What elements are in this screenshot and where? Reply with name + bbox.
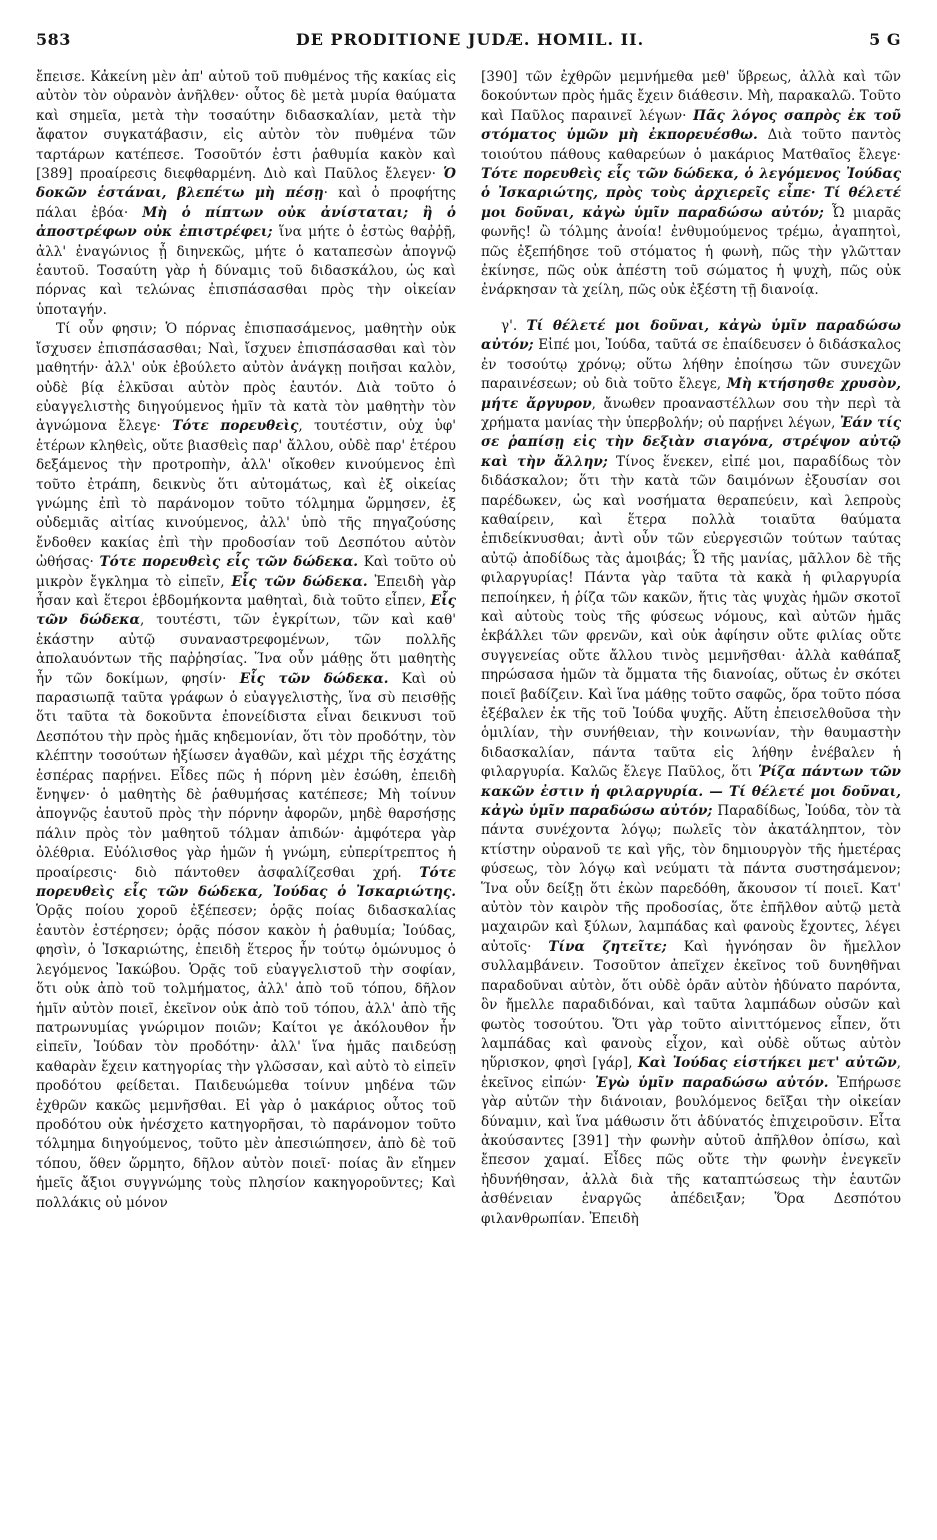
paragraph: ἔπεισε. Κἀκείνη μὲν ἀπ' αὐτοῦ τοῦ πυθμένος τῆς κακίας εἰς αὐτὸν τὸν οὐρανὸν ἀνῆλθεν· οὗτος δὲ μετὰ μυρία θαύματα καὶ σημεῖα, μετὰ τὴν τοσαύτην διδασκαλίαν, μετὰ τὴν ἄφατον συγκατάβασιν, εἰς αὐτὸν τὸν πυθμένα τῶν ταρτάρων κατέπεσε. Τοσοῦτόν ἐστι ῥαθυμία κακὸν καὶ [389] προαίρεσις διεφθαρμένη. Διὸ καὶ Παῦλος ἔλεγεν· Ὁ δοκῶν ἑστάναι, βλεπέτω μὴ πέσῃ· καὶ ὁ προφήτης πάλαι ἐβόα· Μὴ ὁ πίπτων οὐκ ἀνίσταται; ἢ ὁ ἀποστρέφων οὐκ ἐπιστρέφει; ἵνα μήτε ὁ ἑστὼς θαῤῥῇ, ἀλλ' ἐναγώνιος ᾖ διηνεκῶς, μήτε ὁ καταπεσὼν ἀπογνῷ ἑαυτοῦ. Τοσαύτη γὰρ ἡ δύναμις τοῦ διδασκάλου, ὡς καὶ πόρνας καὶ τελώνας ἐπισπάσασθαι πρὸς τὴν οἰκείαν ὑποταγήν.	[36, 69, 456, 318]
left-column	[36, 68, 456, 1229]
page-number-right: 5 G	[869, 30, 901, 49]
paragraph: γ'. Τί θέλετέ μοι δοῦναι, κἀγὼ ὑμῖν παραδώσω αὐτόν; Εἰπέ μοι, Ἰούδα, ταῦτά σε ἐπαίδευσεν ὁ διδάσκαλος ἐν τοσούτῳ χρόνῳ; οὕτω λήθην ἐποίησω τῶν συνεχῶν παραινέσεων; οὐ διὰ τοῦτο ἔλεγε, Μὴ κτήσησθε χρυσὸν, μήτε ἄργυρον, ἄνωθεν προαναστέλλων σου τὴν περὶ τὰ χρήματα μανίας τὴν ὑπερβολήν; οὐ παρῄνει λέγων, Ἐάν τίς σε ῥαπίσῃ εἰς τὴν δεξιὰν σιαγόνα, στρέψον αὐτῷ καὶ τὴν ἄλλην; Τίνος ἕνεκεν, εἰπέ μοι, παραδίδως τὸν διδάσκαλον; ὅτι τὴν κατὰ τῶν δαιμόνων ἐξουσίαν σοι παρέδωκεν, ὡς καὶ νοσήματα θεραπεύειν, καὶ λεπροὺς καθαίρειν, καὶ ἕτερα πολλὰ τοιαῦτα θαύματα ἐπιδείκνυσθαι; ἀντὶ οὖν τῶν εὐεργεσιῶν τούτων ταύτας αὐτῷ ἀποδίδως τὰς ἀμοιβάς; Ὦ τῆς μανίας, μᾶλλον δὲ τῆς φιλαργυρίας! Πάντα γὰρ ταῦτα τὰ κακὰ ἡ φιλαργυρία πεποίηκεν, ἡ ῥίζα τῶν κακῶν, ἥτις τὰς ψυχὰς ἡμῶν σκοτοῖ καὶ αὐτοὺς τοὺς τῆς φύσεως νόμους, καὶ αὐτῶν ἡμᾶς ἐκβάλλει τῶν φρενῶν, καὶ οὐκ ἀφίησιν οὔτε φιλίας οὔτε συγγενείας οὔτε ἄλλου τινὸς μεμνῆσθαι· ἀλλὰ καθάπαξ πηρώσασα ἡμῶν τὰ ὄμματα τῆς διανοίας, οὕτως ἐν σκότει ποιεῖ βαδίζειν. Καὶ ἵνα μάθῃς τοῦτο σαφῶς, ὅρα τοῦτο πόσα ἐξέβαλεν ἐκ τῆς τοῦ Ἰούδα ψυχῆς. Αὕτη ἐπεισελθοῦσα τὴν ὁμιλίαν, τὴν συνήθειαν, τὴν κοινωνίαν, τὴν θαυμαστὴν διδασκαλίαν, πάντα ταῦτα εἰς λήθην ἐνέβαλεν ἡ φιλαργυρία. Καλῶς ἔλεγε Παῦλος, ὅτι Ῥίζα πάντων τῶν κακῶν ἐστιν ἡ φιλαργυρία. — Τί θέλετέ μοι δοῦναι, κἀγὼ ὑμῖν παραδώσω αὐτόν; Παραδίδως, Ἰούδα, τὸν τὰ πάντα συνέχοντα λόγῳ; πωλεῖς τὸν ἀκατάληπτον, τὸν κτίστην οὐρανοῦ τε καὶ γῆς, τὸν δημιουργὸν τῆς ἡμετέρας φύσεως, τὸν λόγῳ καὶ νεύματι τὰ πάντα συστησάμενον; Ἵνα οὖν δείξῃ ὅτι ἑκὼν παρεδόθη, ἄκουσον τί ποιεῖ. Κατ' αὐτὸν τὸν καιρὸν τῆς προδοσίας, ὅτε ἐπῆλθον αὐτῷ μετὰ μαχαιρῶν καὶ ξύλων, λαμπάδας καὶ φανοὺς ἔχοντες, λέγει αὐτοῖς· Τίνα ζητεῖτε; Καὶ ἠγνόησαν ὃν ἤμελλον συλλαμβάνειν. Τοσοῦτον ἀπεῖχεν ἐκεῖνος τοῦ δυνηθῆναι παραδοῦναι αὐτὸν, ὅτι οὐδὲ ὁρᾶν αὐτὸν ἠδύνατο παρόντα, ὃν ἤμελλε παραδιδόναι, καὶ ταῦτα λαμπάδων οὐσῶν καὶ φωτὸς τοσούτου. Ὅτι γὰρ τοῦτο αἰνιττόμενος εἶπεν, ὅτι λαμπάδας καὶ φανοὺς εἶχον, καὶ οὐδὲ οὕτως αὐτὸν ηὕρισκον, φησὶ [γάρ], Καὶ Ἰούδας εἱστήκει μετ' αὐτῶν, ἐκεῖνος εἰπών· Ἐγὼ ὑμῖν παραδώσω αὐτόν. Ἐπήρωσε γὰρ αὐτῶν τὴν διάνοιαν, βουλόμενος δεῖξαι τὴν οἰκείαν δύναμιν, καὶ ἵνα μάθωσιν ὅτι ἀδύνατός ἐπιχειροῦσιν. Εἶτα ἀκούσαντες [391] τὴν φωνὴν αὐτοῦ ἀπῆλθον ὀπίσω, καὶ ἔπεσον χαμαί. Εἶδες πῶς οὔτε τὴν φωνὴν ἐνεγκεῖν ἠδυνήθησαν, ἀλλὰ διὰ τῆς καταπτώσεως τὴν ἑαυτῶν ἀσθένειαν ἐναργῶς ἀπέδειξαν; Ὅρα Δεσπότου φιλανθρωπίαν. Ἐπειδὴ	[481, 317, 902, 1227]
running-title: DE PRODITIONE JUDÆ. HOMIL. II.	[295, 30, 645, 49]
right-column	[481, 68, 901, 1229]
running-head	[36, 30, 901, 54]
paragraph: Τί οὖν φησιν; Ὁ πόρνας ἐπισπασάμενος, μαθητὴν οὐκ ἴσχυσεν ἐπισπάσασθαι; Ναὶ, ἴσχυεν ἐπισπάσασθαι καὶ τὸν μαθητήν· ἀλλ' οὐκ ἐβούλετο αὐτὸν ἀνάγκῃ ποιῆσαι καλὸν, οὐδὲ βίᾳ ἑλκῦσαι αὐτὸν πρὸς ἑαυτόν. Διὰ τοῦτο ὁ εὐαγγελιστὴς διηγούμενος ἡμῖν τὰ κατὰ τὸν μαθητὴν τὸν ἀγνώμονα ἔλεγε· Τότε πορευθεὶς, τουτέστιν, οὐχ ὑφ' ἑτέρων κληθεὶς, οὔτε βιασθεὶς παρ' ἄλλου, οὐδὲ παρ' ἑτέρου δεξάμενος τὴν προτροπὴν, ἀλλ' οἴκοθεν κινούμενος ἐπὶ τοῦτο ἐτράπη, δεικνὺς ὅτι αὐτομάτως, καὶ ἐξ οἰκείας γνώμης ἐπὶ τὸ παράνομον τοῦτο τόλμημα ὥρμησεν, ἐξ οὐδεμιᾶς αἰτίας κινούμενος, ἀλλ' ὑπὸ τῆς πηγαζούσης ἔνδοθεν κακίας ἐπὶ τὴν προδοσίαν τοῦ Δεσπότου αὐτὸν ὠθήσας· Τότε πορευθεὶς εἷς τῶν δώδεκα. Καὶ τοῦτο οὐ μικρὸν ἔγκλημα τὸ εἰπεῖν, Εἷς τῶν δώδεκα. Ἐπειδὴ γὰρ ἦσαν καὶ ἕτεροι ἑβδομήκοντα μαθηταὶ, διὰ τοῦτο εἶπεν, Εἷς τῶν δώδεκα, τουτέστι, τῶν ἐγκρίτων, τῶν καὶ καθ' ἑκάστην αὐτῷ συναναστρεφομένων, τῶν πολλῆς ἀπολαυόντων τῆς παῤῥησίας. Ἵνα οὖν μάθῃς ὅτι μαθητὴς ἦν τῶν δοκίμων, φησίν· Εἷς τῶν δώδεκα. Καὶ οὐ παρασιωπᾷ ταῦτα γράφων ὁ εὐαγγελιστὴς, ἵνα σὺ πεισθῇς ὅτι ταῦτα τὰ δοκοῦντα ἐπονείδιστα εἶναι δεικνυσι τοῦ Δεσπότου τὴν πρὸς ἡμᾶς κηδεμονίαν, ὅτι τὸν προδότην, τὸν κλέπτην τοσούτων ἠξίωσεν ἀγαθῶν, καὶ μέχρι τῆς ἐσχάτης ἑσπέρας παρῄνει. Εἶδες πῶς ἡ πόρνη μὲν ἐσώθη, ἐπειδὴ ἔνηψεν· ὁ μαθητὴς δὲ ῥαθυμήσας κατέπεσε; Μὴ τοίνυν ἀπογνῷς ἑαυτοῦ πρὸς τὴν πόρνην ἀφορῶν, μηδὲ θαρσήσῃς πάλιν πρὸς τὸν μαθητοῦ τόλμαν ἀπιδών· ἀμφότερα γὰρ ὀλέθρια. Εὐόλισθος γὰρ ἡμῶν ἡ γνώμη, εὐπερίτρεπτος ἡ προαίρεσις· διὸ πάντοθεν ἀσφαλίζεσθαι χρή. Τότε πορευθεὶς εἷς τῶν δώδεκα, Ἰούδας ὁ Ἰσκαριώτης. Ὁρᾷς ποίου χοροῦ ἐξέπεσεν; ὁρᾷς ποίας διδασκαλίας ἑαυτὸν ἐστέρησεν; ὁρᾷς πόσον κακὸν ἡ ῥαθυμία; Ἰούδας, φησὶν, ὁ Ἰσκαριώτης, ἐπειδὴ ἕτερος ἦν τούτῳ ὁμώνυμος ὁ λεγόμενος Ἰακώβου. Ὁρᾷς τοῦ εὐαγγελιστοῦ τὴν σοφίαν, ὅτι οὐκ ἀπὸ τοῦ τολμήματος, ἀλλ' ἀπὸ τοῦ τόπου, δῆλον ἡμῖν αὐτὸν ποιεῖ, ἐκεῖνον οὐκ ἀπὸ τοῦ τόπου, ἀλλ' ἀπὸ τῆς πατρωνυμίας γνώριμον ποιῶν; Καίτοι γε ἀκόλουθον ἦν εἰπεῖν, Ἰούδαν τὸν προδότην· ἀλλ' ἵνα ἡμᾶς παιδεύσῃ καθαρὰν ἔχειν κατηγορίας τὴν γλῶσσαν, καὶ αὐτὸ τὸ εἰπεῖν προδότου φείδεται. Παιδευώμεθα τοίνυν μηδένα τῶν ἐχθρῶν κακῶς μεμνῆσθαι. Εἰ γὰρ ὁ μακάριος οὗτος τοῦ προδότου οὐκ ἠνέσχετο κατηγορῆσαι, τὸ παράνομον τοῦτο τόλμημα διηγούμενος, τοῦτο μὲν ἀπεσιώπησεν, ἀπὸ δὲ τοῦ τόπου, ὅθεν ὥρμητο, δῆλον αὐτὸν ποιεῖ· ποίας ἂν εἴημεν ἡμεῖς ἄξιοι συγγνώμης τοὺς πλησίον κακηγοροῦντες; Καὶ πολλάκις οὐ μόνον	[36, 321, 457, 1211]
page-number-left: 583	[36, 30, 71, 49]
paragraph: [390] τῶν ἐχθρῶν μεμνήμεθα μεθ' ὕβρεως, ἀλλὰ καὶ τῶν δοκούντων πρὸς ἡμᾶς ἔχειν διάθεσιν. Μὴ, παρακαλῶ. Τοῦτο καὶ Παῦλος παραινεῖ λέγων· Πᾶς λόγος σαπρὸς ἐκ τοῦ στόματος ὑμῶν μὴ ἐκπορευέσθω. Διὰ τοῦτο παντὸς τοιούτου πάθους καθαρεύων ὁ μακάριος Ματθαῖος ἔλεγε· Τότε πορευθεὶς εἷς τῶν δώδεκα, ὁ λεγόμενος Ἰούδας ὁ Ἰσκαριώτης, πρὸς τοὺς ἀρχιερεῖς εἶπε· Τί θέλετέ μοι δοῦναι, κἀγὼ ὑμῖν παραδώσω αὐτόν; Ὦ μιαρᾶς φωνῆς! ὢ τόλμης ἀνοία! ἐνθυμούμενος τρέμω, ἀγαπητοὶ, πῶς ἐξεπήδησε τοῦ στόματος ἡ φωνὴ, πῶς τὴν γλῶτταν ἐκίνησε, πῶς οὐκ ἀπέστη τοῦ σώματος ἡ ψυχὴ, πῶς οὐκ ἐνάρκησαν τὰ χείλη, πῶς οὐκ ἐξέστη τῇ διανοίᾳ.	[481, 69, 901, 299]
text-columns	[36, 68, 901, 1229]
